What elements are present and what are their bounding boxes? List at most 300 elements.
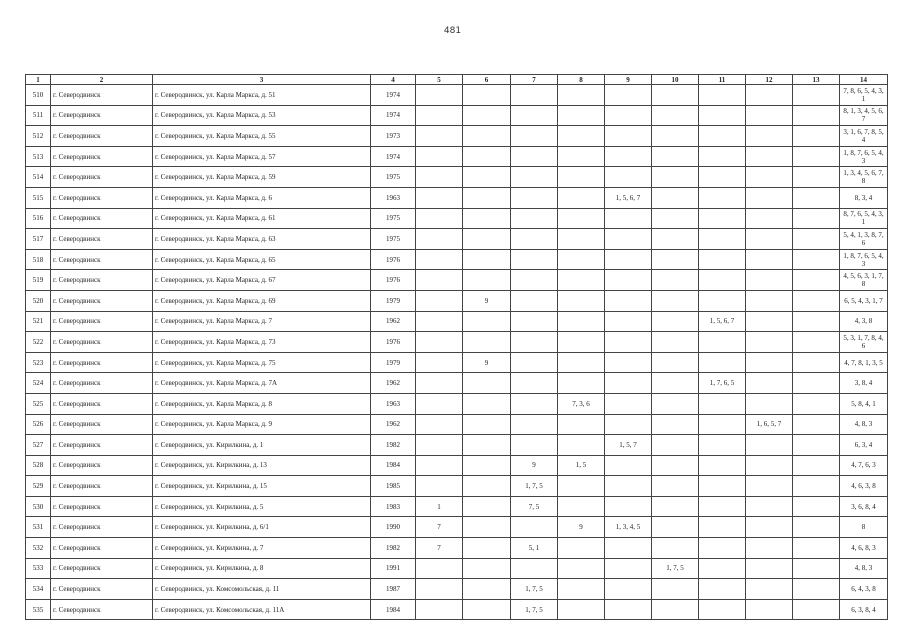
table-cell <box>652 476 699 497</box>
table-cell: 4, 3, 8 <box>840 311 888 332</box>
table-cell: 1979 <box>371 352 416 373</box>
table-cell <box>793 208 840 229</box>
table-cell: г. Северодвинск <box>51 290 153 311</box>
table-cell <box>511 105 558 126</box>
table-row <box>26 311 888 332</box>
table-cell: г. Северодвинск, ул. Карла Маркса, д. 53 <box>153 105 371 126</box>
table-cell <box>558 187 605 208</box>
table-cell <box>511 517 558 538</box>
table-cell: 1975 <box>371 167 416 188</box>
table-cell: г. Северодвинск, ул. Кирилкина, д. 7 <box>153 538 371 559</box>
table-cell: 518 <box>26 249 51 270</box>
table-row <box>26 393 888 414</box>
table-cell: 1990 <box>371 517 416 538</box>
table-cell <box>746 311 793 332</box>
table-cell: г. Северодвинск <box>51 229 153 250</box>
table-cell: г. Северодвинск <box>51 435 153 456</box>
table-cell <box>558 146 605 167</box>
table-cell <box>605 311 652 332</box>
table-cell: 1, 3, 4, 5, 6, 7, 8 <box>840 167 888 188</box>
table-cell <box>605 249 652 270</box>
table-cell <box>416 249 463 270</box>
table-cell: 528 <box>26 455 51 476</box>
table-cell <box>793 599 840 620</box>
column-header: 4 <box>371 75 416 85</box>
table-cell <box>511 373 558 394</box>
table-cell: 522 <box>26 332 51 353</box>
table-cell <box>699 126 746 147</box>
table-cell <box>558 167 605 188</box>
table-cell: г. Северодвинск, ул. Карла Маркса, д. 61 <box>153 208 371 229</box>
table-cell <box>511 352 558 373</box>
table-cell <box>652 538 699 559</box>
table-cell: г. Северодвинск <box>51 85 153 106</box>
table-cell <box>652 517 699 538</box>
table-cell <box>746 599 793 620</box>
table-cell <box>463 270 511 291</box>
table-cell <box>416 455 463 476</box>
table-cell: 1984 <box>371 599 416 620</box>
table-cell <box>511 435 558 456</box>
table-cell <box>416 290 463 311</box>
table-row <box>26 373 888 394</box>
table-cell <box>793 187 840 208</box>
table-cell <box>746 455 793 476</box>
table-cell <box>746 579 793 600</box>
table-cell <box>652 393 699 414</box>
table-cell <box>605 167 652 188</box>
table-cell: 6, 4, 3, 8 <box>840 579 888 600</box>
table-cell <box>416 332 463 353</box>
table-cell <box>605 332 652 353</box>
table-cell <box>652 414 699 435</box>
table-cell <box>463 249 511 270</box>
column-header: 10 <box>652 75 699 85</box>
table-cell: г. Северодвинск <box>51 476 153 497</box>
table-cell <box>793 249 840 270</box>
table-cell <box>699 290 746 311</box>
table-row <box>26 332 888 353</box>
table-row <box>26 476 888 497</box>
table-cell <box>416 599 463 620</box>
table-row <box>26 187 888 208</box>
table-cell <box>746 290 793 311</box>
table-row <box>26 538 888 559</box>
table-cell: г. Северодвинск <box>51 146 153 167</box>
table-cell <box>463 538 511 559</box>
table-cell <box>463 167 511 188</box>
table-cell <box>416 435 463 456</box>
table-cell: г. Северодвинск <box>51 517 153 538</box>
table-cell: 5, 1 <box>511 538 558 559</box>
table-cell <box>699 332 746 353</box>
table-cell <box>558 311 605 332</box>
table-row <box>26 579 888 600</box>
table-cell: 9 <box>463 290 511 311</box>
table-cell <box>416 85 463 106</box>
table-cell <box>793 146 840 167</box>
table-cell <box>652 105 699 126</box>
table-row <box>26 229 888 250</box>
table-cell: 520 <box>26 290 51 311</box>
table-cell: 510 <box>26 85 51 106</box>
table-cell: 1962 <box>371 373 416 394</box>
table-cell <box>605 538 652 559</box>
table-cell <box>416 373 463 394</box>
table-cell: г. Северодвинск, ул. Карла Маркса, д. 8 <box>153 393 371 414</box>
table-cell <box>605 599 652 620</box>
table-cell: 9 <box>463 352 511 373</box>
table-cell <box>652 167 699 188</box>
table-cell <box>746 229 793 250</box>
table-cell <box>558 352 605 373</box>
table-cell <box>652 352 699 373</box>
table-cell <box>511 332 558 353</box>
table-cell <box>416 146 463 167</box>
table-cell <box>558 496 605 517</box>
table-cell <box>793 126 840 147</box>
table-cell <box>652 332 699 353</box>
table-cell <box>416 167 463 188</box>
table-cell <box>793 393 840 414</box>
table-cell: 515 <box>26 187 51 208</box>
table-cell: г. Северодвинск, ул. Карла Маркса, д. 63 <box>153 229 371 250</box>
table-cell <box>558 579 605 600</box>
table-cell <box>558 208 605 229</box>
table-cell <box>558 126 605 147</box>
table-cell: 7, 5 <box>511 496 558 517</box>
table-cell: 1, 6, 5, 7 <box>746 414 793 435</box>
table-cell <box>463 126 511 147</box>
table-cell <box>558 332 605 353</box>
table-cell <box>652 85 699 106</box>
table-cell: г. Северодвинск <box>51 599 153 620</box>
table-cell: 4, 6, 3, 8 <box>840 476 888 497</box>
table-cell: 1982 <box>371 538 416 559</box>
table-cell <box>793 496 840 517</box>
table-cell: 1991 <box>371 558 416 579</box>
table-cell: 5, 3, 1, 7, 8, 4, 6 <box>840 332 888 353</box>
table-cell <box>558 435 605 456</box>
table-cell <box>605 455 652 476</box>
table-cell: 6, 3, 4 <box>840 435 888 456</box>
table-cell <box>511 167 558 188</box>
table-cell: 1975 <box>371 229 416 250</box>
table-cell: 1, 7, 5 <box>652 558 699 579</box>
table-cell: 1983 <box>371 496 416 517</box>
table-cell: 1975 <box>371 208 416 229</box>
table-cell <box>511 187 558 208</box>
table-cell <box>463 229 511 250</box>
table-cell: 1985 <box>371 476 416 497</box>
table-cell: 3, 8, 4 <box>840 373 888 394</box>
table-cell <box>746 126 793 147</box>
table-cell <box>746 352 793 373</box>
table-row <box>26 435 888 456</box>
table-cell: 511 <box>26 105 51 126</box>
table-cell: г. Северодвинск <box>51 373 153 394</box>
table-cell: 1, 3, 4, 5 <box>605 517 652 538</box>
table-cell <box>699 187 746 208</box>
table-cell: г. Северодвинск <box>51 393 153 414</box>
table-cell <box>416 105 463 126</box>
table-cell: 1, 8, 7, 6, 5, 4, 3 <box>840 249 888 270</box>
table-cell <box>746 146 793 167</box>
table-row <box>26 496 888 517</box>
table-row <box>26 290 888 311</box>
table-cell <box>793 414 840 435</box>
table-cell <box>511 249 558 270</box>
column-header: 1 <box>26 75 51 85</box>
table-cell: 532 <box>26 538 51 559</box>
table-cell <box>605 208 652 229</box>
table-cell <box>793 435 840 456</box>
table-cell: 1, 5, 7 <box>605 435 652 456</box>
table-cell <box>605 270 652 291</box>
table-cell <box>558 290 605 311</box>
table-cell: 4, 8, 3 <box>840 558 888 579</box>
table-cell: г. Северодвинск, ул. Карла Маркса, д. 6 <box>153 187 371 208</box>
table-cell <box>699 270 746 291</box>
table-cell: г. Северодвинск <box>51 311 153 332</box>
table-cell: 535 <box>26 599 51 620</box>
table-cell <box>511 126 558 147</box>
table-cell: 1, 5, 6, 7 <box>699 311 746 332</box>
table-cell <box>416 414 463 435</box>
table-cell <box>558 538 605 559</box>
table-cell: 1984 <box>371 455 416 476</box>
column-header: 13 <box>793 75 840 85</box>
table-cell: 7 <box>416 517 463 538</box>
table-cell <box>699 208 746 229</box>
table-cell: 8 <box>840 517 888 538</box>
table-cell <box>699 538 746 559</box>
table-cell: 1, 7, 5 <box>511 599 558 620</box>
table-cell <box>605 146 652 167</box>
table-cell: г. Северодвинск <box>51 249 153 270</box>
table-cell <box>699 393 746 414</box>
table-cell <box>793 517 840 538</box>
column-header: 5 <box>416 75 463 85</box>
table-cell <box>746 105 793 126</box>
table-cell <box>558 373 605 394</box>
table-cell <box>463 558 511 579</box>
table-cell <box>605 352 652 373</box>
table-cell <box>652 208 699 229</box>
table-cell <box>652 290 699 311</box>
table-cell: 7, 8, 6, 5, 4, 3, 1 <box>840 85 888 106</box>
table-cell: г. Северодвинск <box>51 558 153 579</box>
table-cell: г. Северодвинск, ул. Кирилкина, д. 6/1 <box>153 517 371 538</box>
column-header: 11 <box>699 75 746 85</box>
table-row <box>26 167 888 188</box>
table-cell <box>416 229 463 250</box>
table-cell: 6, 3, 8, 4 <box>840 599 888 620</box>
table-cell <box>746 558 793 579</box>
table-cell <box>746 208 793 229</box>
table-cell: 531 <box>26 517 51 538</box>
table-cell <box>511 208 558 229</box>
table-cell: 1, 8, 7, 6, 5, 4, 3 <box>840 146 888 167</box>
table-cell <box>793 352 840 373</box>
table-cell <box>699 455 746 476</box>
table-cell: 1974 <box>371 146 416 167</box>
table-cell <box>416 208 463 229</box>
table-cell <box>511 85 558 106</box>
table-cell: 521 <box>26 311 51 332</box>
table-cell: 526 <box>26 414 51 435</box>
table-cell <box>746 435 793 456</box>
table-cell <box>793 290 840 311</box>
table-cell: 517 <box>26 229 51 250</box>
table-cell <box>793 229 840 250</box>
table-cell: г. Северодвинск, ул. Кирилкина, д. 5 <box>153 496 371 517</box>
table-cell <box>652 599 699 620</box>
table-cell <box>652 496 699 517</box>
table-cell: 1976 <box>371 270 416 291</box>
table-cell: 4, 5, 6, 3, 1, 7, 8 <box>840 270 888 291</box>
table-cell <box>463 476 511 497</box>
table-cell: г. Северодвинск, ул. Комсомольская, д. 11 <box>153 579 371 600</box>
table-row <box>26 352 888 373</box>
table-cell: г. Северодвинск, ул. Карла Маркса, д. 73 <box>153 332 371 353</box>
table-cell: г. Северодвинск, ул. Карла Маркса, д. 51 <box>153 85 371 106</box>
column-header: 6 <box>463 75 511 85</box>
table-cell <box>605 373 652 394</box>
table-cell: 5, 4, 1, 3, 8, 7, 6 <box>840 229 888 250</box>
table-cell: 1, 7, 6, 5 <box>699 373 746 394</box>
table-cell <box>416 352 463 373</box>
table-cell: 516 <box>26 208 51 229</box>
table-cell <box>463 208 511 229</box>
column-header: 2 <box>51 75 153 85</box>
column-header: 3 <box>153 75 371 85</box>
table-cell: 1, 5 <box>558 455 605 476</box>
table-cell <box>605 476 652 497</box>
table-cell <box>699 579 746 600</box>
table-cell: г. Северодвинск, ул. Кирилкина, д. 15 <box>153 476 371 497</box>
table-cell: г. Северодвинск, ул. Комсомольская, д. 11А <box>153 599 371 620</box>
table-cell <box>699 85 746 106</box>
table-cell <box>746 249 793 270</box>
table-cell: 1963 <box>371 187 416 208</box>
table-cell: г. Северодвинск, ул. Кирилкина, д. 13 <box>153 455 371 476</box>
table-cell: 1976 <box>371 249 416 270</box>
table-cell: 512 <box>26 126 51 147</box>
table-cell: 3, 6, 8, 4 <box>840 496 888 517</box>
table-cell: 4, 7, 6, 3 <box>840 455 888 476</box>
table-cell <box>463 599 511 620</box>
table-cell <box>605 579 652 600</box>
table-cell: г. Северодвинск <box>51 167 153 188</box>
table-row <box>26 105 888 126</box>
table-cell <box>699 414 746 435</box>
table-cell: г. Северодвинск <box>51 414 153 435</box>
table-cell <box>746 496 793 517</box>
table-cell <box>511 311 558 332</box>
table-cell <box>605 126 652 147</box>
table-cell <box>463 496 511 517</box>
header-row <box>26 75 888 85</box>
table-row <box>26 249 888 270</box>
table-cell <box>605 85 652 106</box>
column-header: 8 <box>558 75 605 85</box>
table-cell: г. Северодвинск, ул. Карла Маркса, д. 67 <box>153 270 371 291</box>
table-cell <box>605 393 652 414</box>
table-cell: 9 <box>558 517 605 538</box>
table-cell <box>746 517 793 538</box>
table-cell: г. Северодвинск <box>51 126 153 147</box>
table-cell <box>463 105 511 126</box>
table-cell <box>605 105 652 126</box>
table-cell <box>793 579 840 600</box>
table-cell <box>652 311 699 332</box>
table-cell: г. Северодвинск <box>51 455 153 476</box>
table-cell: 1979 <box>371 290 416 311</box>
table-cell: г. Северодвинск, ул. Карла Маркса, д. 55 <box>153 126 371 147</box>
table-cell: 1987 <box>371 579 416 600</box>
table-cell <box>416 187 463 208</box>
table-cell: 8, 7, 6, 5, 4, 3, 1 <box>840 208 888 229</box>
table-cell <box>463 455 511 476</box>
table-cell: 1 <box>416 496 463 517</box>
table-cell <box>652 146 699 167</box>
table-cell <box>558 85 605 106</box>
table-cell: 513 <box>26 146 51 167</box>
table-cell: 1962 <box>371 311 416 332</box>
table-row <box>26 599 888 620</box>
table-cell <box>746 538 793 559</box>
table-cell <box>652 579 699 600</box>
table-cell: 7, 3, 6 <box>558 393 605 414</box>
column-header: 7 <box>511 75 558 85</box>
table-cell <box>558 105 605 126</box>
table-cell: 534 <box>26 579 51 600</box>
table-cell <box>416 393 463 414</box>
table-cell <box>699 229 746 250</box>
column-header: 9 <box>605 75 652 85</box>
table-cell <box>793 311 840 332</box>
table-cell <box>463 85 511 106</box>
table-cell <box>699 249 746 270</box>
table-cell <box>699 146 746 167</box>
table-cell: 5, 8, 4, 1 <box>840 393 888 414</box>
table-cell <box>416 558 463 579</box>
table-cell: г. Северодвинск <box>51 579 153 600</box>
table-cell: г. Северодвинск <box>51 187 153 208</box>
table-cell <box>793 455 840 476</box>
table-cell: 529 <box>26 476 51 497</box>
table-row <box>26 146 888 167</box>
table-cell <box>699 599 746 620</box>
table-cell <box>746 167 793 188</box>
column-header: 14 <box>840 75 888 85</box>
table-cell <box>699 167 746 188</box>
table-cell <box>793 558 840 579</box>
table-cell <box>746 393 793 414</box>
table-cell: 8, 1, 3, 4, 5, 6, 7 <box>840 105 888 126</box>
table-body <box>26 85 888 620</box>
table-cell: 519 <box>26 270 51 291</box>
table-cell <box>746 187 793 208</box>
table-cell <box>746 332 793 353</box>
table-cell: 524 <box>26 373 51 394</box>
table-cell <box>793 167 840 188</box>
table-cell <box>463 332 511 353</box>
table-cell <box>699 105 746 126</box>
table-cell: 1963 <box>371 393 416 414</box>
table-cell: г. Северодвинск, ул. Карла Маркса, д. 59 <box>153 167 371 188</box>
